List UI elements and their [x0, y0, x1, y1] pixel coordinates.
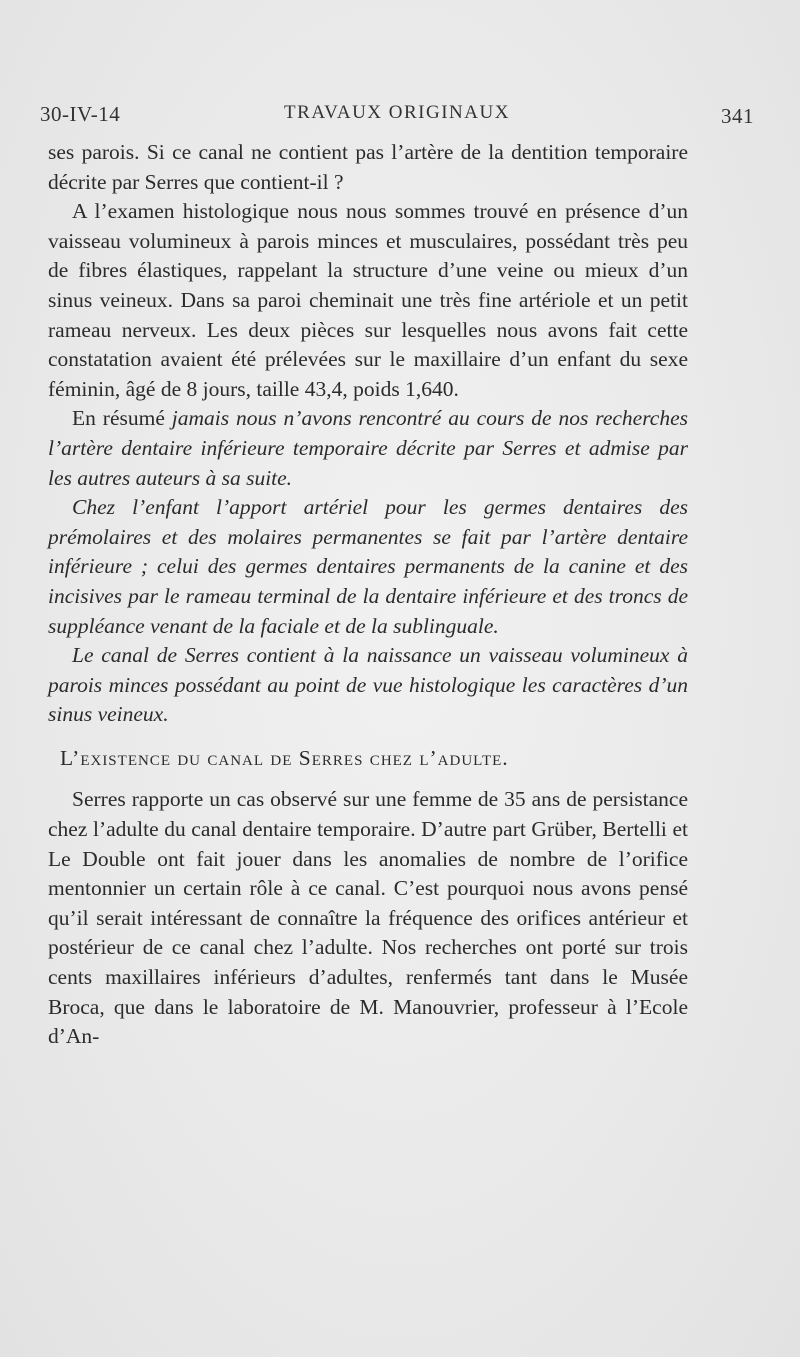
section-title: L’existence du canal de Serres chez l’adulte.: [60, 745, 509, 770]
header-date: 30-IV-14: [40, 102, 121, 126]
header-title: TRAVAUX ORIGINAUX: [284, 102, 510, 123]
body-text: [48, 138, 688, 1052]
paragraph-3-lead: En résumé: [72, 406, 172, 431]
page-number: 341: [721, 104, 754, 128]
paragraph-2: A l’examen histologique nous nous sommes trouvé en présence d’un vaisseau volumineux à parois minces et musculaires, possédant très peu de fibres élastiques, rappelant la structure d’une veine ou mieux d’un sinus veineux. Dans sa paroi cheminait une très fine artériole et un petit rameau nerveux. Les deux pièces sur lesquelles nous avons fait cette constatation avaient été prélevées sur le maxillaire d’un enfant du sexe féminin, âgé de 8 jours, taille 43,4, poids 1,640.: [48, 199, 688, 401]
paragraph-6: Serres rapporte un cas observé sur une femme de 35 ans de persistance chez l’adulte du canal dentaire temporaire. D’autre part Grüber, Bertelli et Le Double ont fait jouer dans les anomalies de nombre de l’orifice mentonnier un certain rôle à ce canal. C’est pourquoi nous avons pensé qu’il serait intéressant de connaître la fréquence des orifices antérieur et postérieur de ce canal chez l’adulte. Nos recherches ont porté sur trois cents maxillaires inférieurs d’adultes, renfermés tant dans le Musée Broca, que dans le laboratoire de M. Manouvrier, professeur à l’Ecole d’An-: [48, 787, 688, 1049]
running-header: [40, 100, 754, 130]
paragraph-3: [48, 404, 688, 493]
paragraph-3-italic: jamais nous n’avons rencontré au cours de nos recherches l’artère dentaire inférieure temporaire décrite par Serres et admise par les autres auteurs à sa suite.: [48, 406, 688, 490]
paragraph-5: Le canal de Serres contient à la naissance un vaisseau volumineux à parois minces possédant au point de vue histologique les caractères d’un sinus veineux.: [48, 643, 688, 727]
paragraph-4: Chez l’enfant l’apport artériel pour les germes dentaires des prémolaires et des molaires permanentes se fait par l’artère dentaire inférieure ; celui des germes dentaires permanents de la canine et des incisives par le rameau terminal de la dentaire inférieure et des troncs de suppléance venant de la faciale et de la sublinguale.: [48, 495, 688, 638]
paragraph-1: ses parois. Si ce canal ne contient pas l’artère de la dentition temporaire décrite par Serres que contient-il ?: [48, 140, 688, 194]
